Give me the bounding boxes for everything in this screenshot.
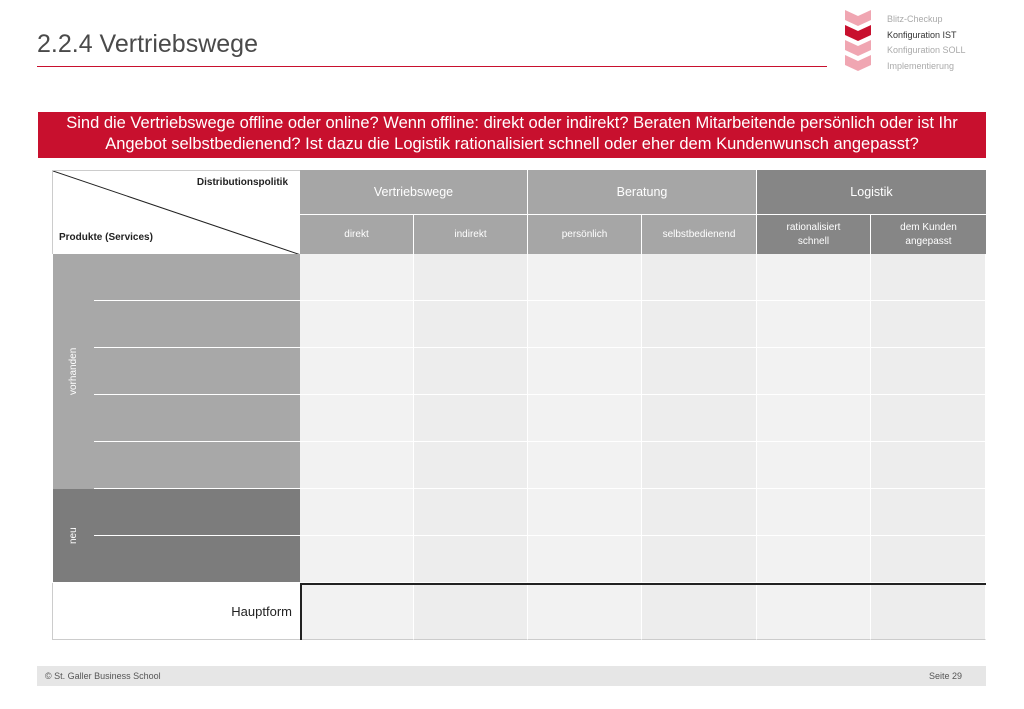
table-cell[interactable] bbox=[871, 395, 986, 442]
subcol-dem-kunden-angepasst: dem Kunden angepasst bbox=[871, 214, 986, 254]
group-header-beratung: Beratung bbox=[528, 170, 757, 214]
chevron-step-1-icon bbox=[845, 10, 871, 26]
table-cell[interactable] bbox=[300, 442, 414, 489]
table-cell[interactable] bbox=[414, 442, 528, 489]
table-cell[interactable] bbox=[414, 301, 528, 348]
row-label-cell[interactable] bbox=[94, 489, 300, 536]
subcol-rationalisiert-schnell: rationalisiert schnell bbox=[757, 214, 871, 254]
table-cell[interactable] bbox=[757, 301, 871, 348]
step-konfiguration-soll[interactable]: Konfiguration SOLL bbox=[887, 45, 966, 55]
table-cell[interactable] bbox=[528, 489, 642, 536]
table-cell[interactable] bbox=[300, 536, 414, 583]
hauptform-left-rule bbox=[300, 583, 302, 640]
corner-cell bbox=[52, 170, 300, 254]
table-cell[interactable] bbox=[528, 442, 642, 489]
footer-copyright: © St. Galler Business School bbox=[45, 671, 161, 681]
table-cell[interactable] bbox=[871, 348, 986, 395]
rowgroup-vorhanden: vorhanden bbox=[52, 254, 94, 489]
group-header-logistik: Logistik bbox=[757, 170, 986, 214]
table-cell[interactable] bbox=[300, 254, 414, 301]
table-cell[interactable] bbox=[528, 254, 642, 301]
table-cell[interactable] bbox=[871, 254, 986, 301]
row-label-cell[interactable] bbox=[94, 301, 300, 348]
subcol-direkt: direkt bbox=[300, 214, 414, 254]
subcol-indirekt: indirekt bbox=[414, 214, 528, 254]
table-cell[interactable] bbox=[757, 348, 871, 395]
chevron-step-2-icon bbox=[845, 25, 871, 41]
table-cell[interactable] bbox=[300, 489, 414, 536]
table-cell[interactable] bbox=[871, 442, 986, 489]
table-cell[interactable] bbox=[528, 301, 642, 348]
table-cell[interactable] bbox=[642, 536, 757, 583]
table-cell[interactable] bbox=[757, 536, 871, 583]
table-cell[interactable] bbox=[414, 536, 528, 583]
chevron-step-4-icon bbox=[845, 55, 871, 71]
chevron-step-3-icon bbox=[845, 40, 871, 56]
table-cell[interactable] bbox=[871, 301, 986, 348]
hauptform-cell[interactable] bbox=[642, 583, 757, 640]
distribution-table bbox=[52, 170, 986, 640]
corner-bottom-label: Produkte (Services) bbox=[59, 232, 153, 243]
table-cell[interactable] bbox=[642, 348, 757, 395]
row-label-cell[interactable] bbox=[94, 536, 300, 583]
table-cell[interactable] bbox=[642, 254, 757, 301]
row-label-cell[interactable] bbox=[94, 442, 300, 489]
rowgroup-neu: neu bbox=[52, 489, 94, 583]
table-cell[interactable] bbox=[642, 489, 757, 536]
page-title: 2.2.4 Vertriebswege bbox=[37, 30, 258, 58]
table-cell[interactable] bbox=[757, 254, 871, 301]
table-cell[interactable] bbox=[642, 301, 757, 348]
progress-steps bbox=[887, 12, 966, 74]
hauptform-rule bbox=[300, 583, 986, 585]
table-cell[interactable] bbox=[757, 395, 871, 442]
row-label-cell[interactable] bbox=[94, 395, 300, 442]
table-cell[interactable] bbox=[871, 489, 986, 536]
subcol-persoenlich: persönlich bbox=[528, 214, 642, 254]
step-implementierung[interactable]: Implementierung bbox=[887, 60, 955, 71]
hauptform-cell[interactable] bbox=[528, 583, 642, 640]
table-cell[interactable] bbox=[414, 254, 528, 301]
table-cell[interactable] bbox=[642, 395, 757, 442]
hauptform-cell[interactable] bbox=[757, 583, 871, 640]
title-rule bbox=[37, 66, 827, 67]
table-cell[interactable] bbox=[300, 348, 414, 395]
question-banner: Sind die Vertriebswege offline oder online? Wenn offline: direkt oder indirekt? Beraten Mitarbeitende persönlich oder ist Ihr Angebot selbstbedienend? Ist dazu die Logistik rationalisiert schnell oder eher dem Kundenwunsch angepasst? bbox=[38, 112, 986, 158]
table-cell[interactable] bbox=[757, 489, 871, 536]
table-cell[interactable] bbox=[528, 536, 642, 583]
hauptform-cell[interactable] bbox=[414, 583, 528, 640]
table-cell[interactable] bbox=[414, 395, 528, 442]
subcol-selbstbedienend: selbstbedienend bbox=[642, 214, 757, 254]
table-cell[interactable] bbox=[871, 536, 986, 583]
table-cell[interactable] bbox=[414, 348, 528, 395]
group-header-vertriebswege: Vertriebswege bbox=[300, 170, 528, 214]
row-label-cell[interactable] bbox=[94, 254, 300, 301]
step-blitz-checkup[interactable]: Blitz-Checkup bbox=[887, 14, 943, 24]
step-konfiguration-ist[interactable]: Konfiguration IST bbox=[887, 29, 957, 40]
table-cell[interactable] bbox=[300, 301, 414, 348]
row-label-cell[interactable] bbox=[94, 348, 300, 395]
table-cell[interactable] bbox=[414, 489, 528, 536]
hauptform-cell[interactable] bbox=[871, 583, 986, 640]
table-cell[interactable] bbox=[300, 395, 414, 442]
table-cell[interactable] bbox=[642, 442, 757, 489]
table-cell[interactable] bbox=[757, 442, 871, 489]
footer-page-number: Seite 29 bbox=[928, 671, 962, 681]
table-cell[interactable] bbox=[528, 395, 642, 442]
footer-bar bbox=[37, 666, 986, 686]
table-cell[interactable] bbox=[528, 348, 642, 395]
corner-top-label: Distributionspolitik bbox=[196, 177, 288, 188]
hauptform-cell[interactable] bbox=[300, 583, 414, 640]
hauptform-label: Hauptform bbox=[52, 583, 300, 640]
